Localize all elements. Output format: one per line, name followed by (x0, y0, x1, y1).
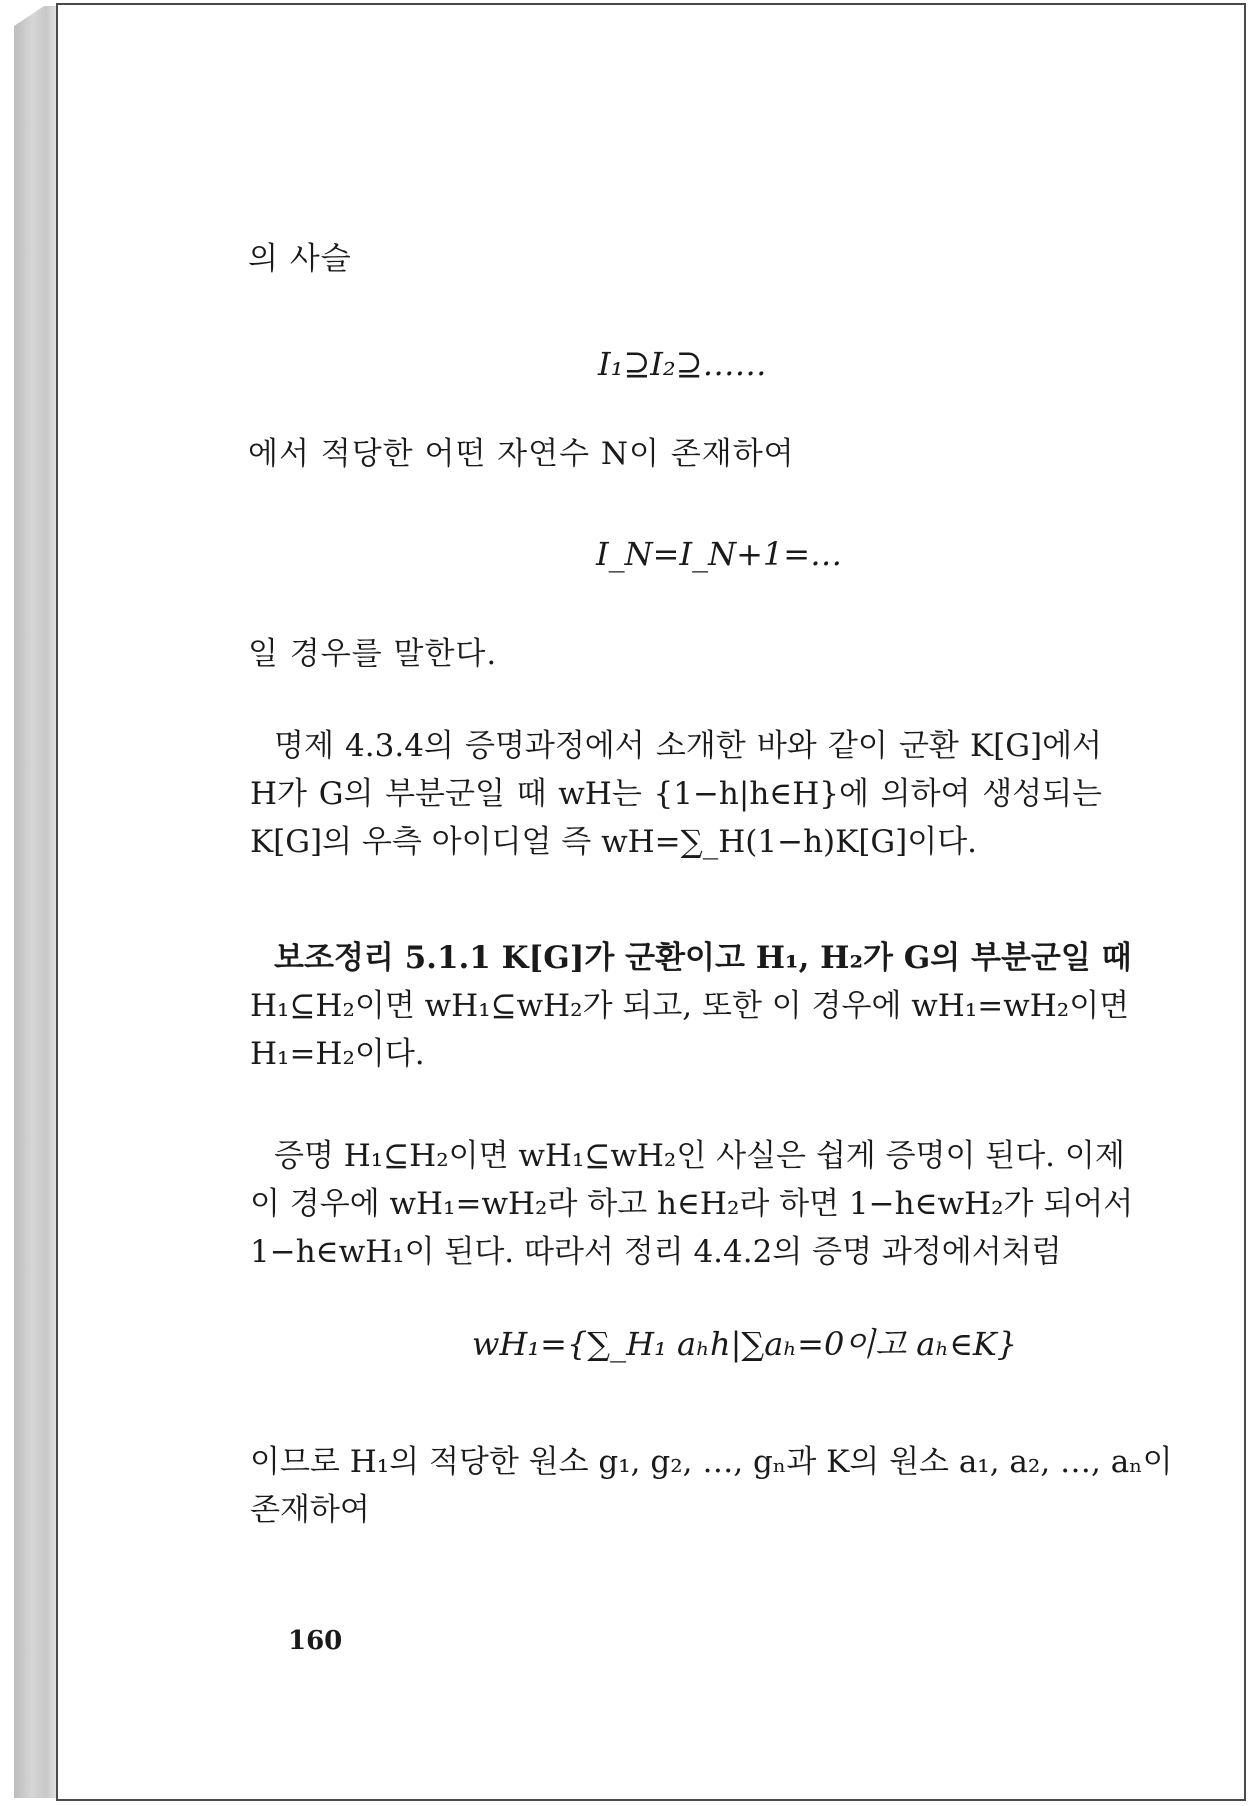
case-line: 일 경우를 말한다. (248, 636, 498, 672)
proof-line-2: 이 경우에 wH₁=wH₂라 하고 h∈H₂라 하면 1−h∈wH₂가 되어서 (250, 1186, 1134, 1222)
wH1-equation: wH₁={∑_H₁ aₕh|∑aₕ=0이고 aₕ∈K} (472, 1325, 1018, 1363)
intro-line-2: H가 G의 부분군일 때 wH는 {1−h|h∈H}에 의하여 생성되는 (250, 776, 1102, 812)
proof-line-1: 증명 H₁⊆H₂이면 wH₁⊆wH₂인 사실은 쉽게 증명이 된다. 이제 (274, 1138, 1125, 1174)
intro-paragraph (250, 722, 1102, 866)
lemma-paragraph (250, 934, 1132, 1078)
proof-line-3: 1−h∈wH₁이 된다. 따라서 정리 4.4.2의 증명 과정에서처럼 (250, 1234, 1062, 1270)
intro-line-1: 명제 4.3.4의 증명과정에서 소개한 바와 같이 군환 K[G]에서 (274, 728, 1102, 764)
intro-line-3: K[G]의 우측 아이디얼 즉 wH=∑_H(1−h)K[G]이다. (250, 824, 978, 860)
chain-equation: I₁⊇I₂⊇…… (598, 345, 767, 383)
lemma-line-1: 보조정리 5.1.1 K[G]가 군환이고 H₁, H₂가 G의 부분군일 때 (274, 940, 1132, 976)
closing-line-2: 존재하여 (250, 1492, 370, 1528)
proof-paragraph (250, 1132, 1134, 1276)
page-number: 160 (288, 1626, 343, 1656)
lemma-line-2: H₁⊆H₂이면 wH₁⊆wH₂가 되고, 또한 이 경우에 wH₁=wH₂이면 (250, 988, 1130, 1024)
exists-line: 에서 적당한 어떤 자연수 N이 존재하여 (248, 436, 795, 472)
chain-intro-line: 의 사슬 (248, 241, 352, 277)
stable-equation: I_N=I_N+1=… (596, 535, 843, 573)
closing-line-1: 이므로 H₁의 적당한 원소 g₁, g₂, …, gₙ과 K의 원소 a₁, a₂, …, aₙ이 (250, 1444, 1173, 1480)
lemma-line-3: H₁=H₂이다. (250, 1036, 425, 1072)
closing-paragraph (250, 1438, 1173, 1534)
page-stack-edge (14, 6, 60, 1798)
